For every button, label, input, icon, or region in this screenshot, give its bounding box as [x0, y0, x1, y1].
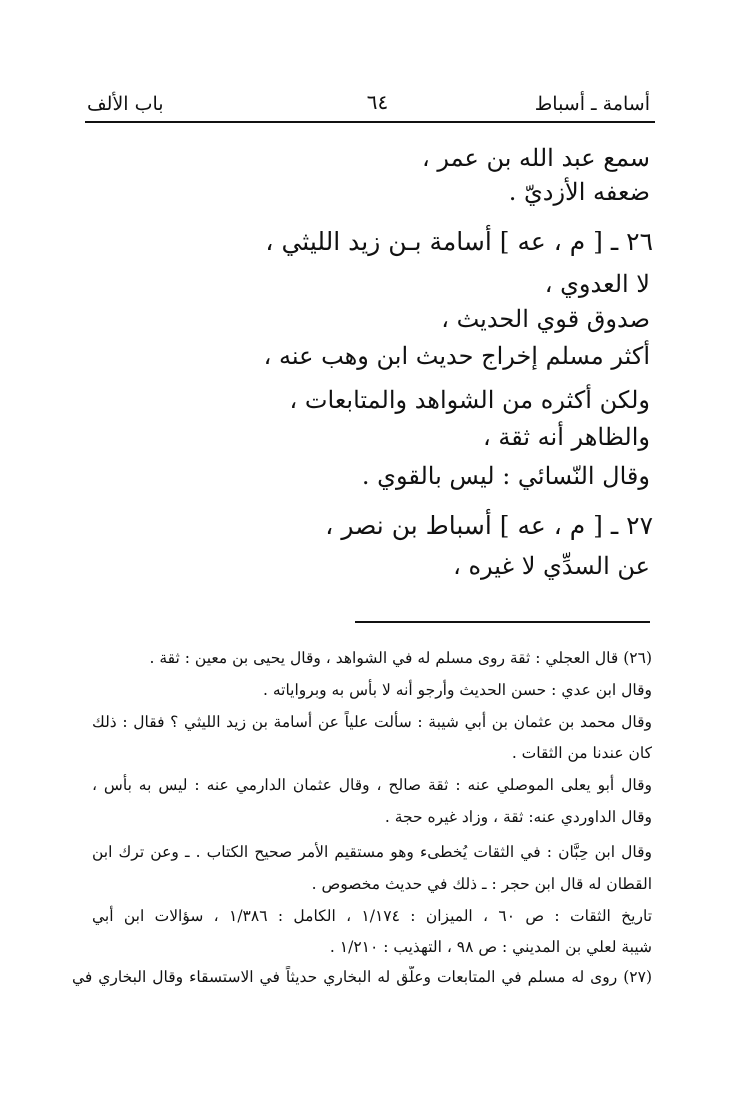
footnote-line: وقال ابن عدي : حسن الحديث وأرجو أنه لا بأس به وبرواياته .	[262, 681, 652, 699]
main-line: ضعفه الأزديّ .	[508, 178, 650, 206]
main-line: وقال النّسائي : ليس بالقوي .	[361, 462, 650, 490]
header-section-title: أسامة ـ أسباط	[534, 93, 650, 115]
footnote-line: (٢٦) قال العجلي : ثقة روى مسلم له في الشواهد ، وقال يحيى بن معين : ثقة .	[149, 649, 652, 667]
header-chapter-title: باب الألف	[87, 93, 164, 115]
footnote-line: القطان له قال ابن حجر : ـ ذلك في حديث مخصوص .	[311, 875, 652, 893]
footnote-line: شيبة لعلي بن المديني : ص ٩٨ ، التهذيب : ١/٢١٠ .	[329, 938, 652, 956]
entry-heading-26: ٢٦ ـ [ م ، عه ] أسامة بـن زيد الليثي ،	[265, 227, 653, 256]
footnote-line: وقال الداوردي عنه: ثقة ، وزاد غيره حجة .	[384, 808, 652, 826]
entry-heading-27: ٢٧ ـ [ م ، عه ] أسباط بن نصر ،	[325, 511, 653, 540]
footnote-line: (٢٧) روى له مسلم في المتابعات وعلّق له البخاري حديثاً في الاستسقاء وقال البخاري في	[72, 968, 652, 986]
footnote-line: وقال ابن حِبَّان : في الثقات يُخطىء وهو مستقيم الأمر صحيح الكتاب . ـ وعن ترك ابن	[92, 843, 652, 861]
footnote-line: كان عندنا من الثقات .	[511, 744, 652, 762]
footnote-line: تاريخ الثقات : ص ٦٠ ، الميزان : ١/١٧٤ ، الكامل : ١/٣٨٦ ، سؤالات ابن أبي	[92, 907, 652, 925]
footnote-line: وقال محمد بن عثمان بن أبي شيبة : سألت علياً عن أسامة بن زيد الليثي ؟ فقال : ذلك	[92, 713, 652, 731]
main-line: ولكن أكثره من الشواهد والمتابعات ،	[289, 386, 650, 414]
main-line: صدوق قوي الحديث ،	[441, 305, 650, 333]
page-number: ٦٤	[366, 90, 389, 114]
main-line: أكثر مسلم إخراج حديث ابن وهب عنه ،	[263, 342, 650, 370]
footnote-separator	[355, 621, 650, 623]
footnote-line: وقال أبو يعلى الموصلي عنه : ثقة صالح ، وقال عثمان الدارمي عنه : ليس به بأس ،	[92, 776, 652, 794]
main-line: والظاهر أنه ثقة ،	[482, 423, 650, 451]
main-line: عن السدِّي لا غيره ،	[453, 552, 650, 580]
main-line: لا العدوي ،	[544, 270, 650, 298]
header-rule	[85, 121, 655, 123]
main-line: سمع عبد الله بن عمر ،	[422, 144, 650, 172]
